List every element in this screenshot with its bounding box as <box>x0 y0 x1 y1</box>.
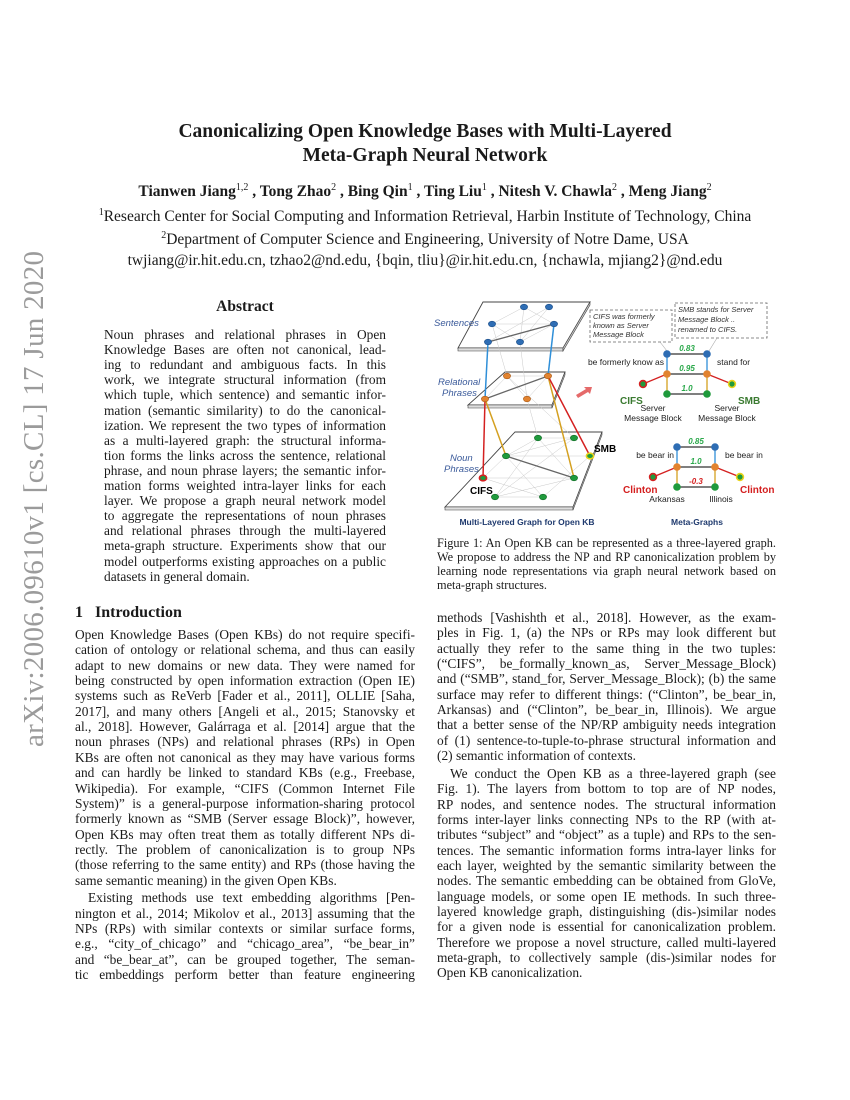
body-text-line: tences. The semantic information forms intra-layer links for <box>437 842 776 858</box>
meta1-weight-top: 0.83 <box>679 344 695 353</box>
body-text-line: that a better sense of the NP/RP ambiguity needs integration <box>437 717 776 733</box>
node-label-smb: SMB <box>594 444 617 455</box>
author <box>348 183 413 200</box>
body-text-line: tributes “subject” and “object” as a tuple) and RPs to the sen- <box>437 827 776 843</box>
meta1-object-right: Server <box>714 403 740 413</box>
note-smb-line: SMB stands for Server <box>678 305 754 314</box>
body-text-line: language models, or some open IE methods. In such three- <box>437 888 776 904</box>
abstract-line: tion forms the links across the sentence, relational <box>104 447 386 463</box>
author-name: Nitesh V. Chawla <box>498 183 613 201</box>
paper-title-line-2: Meta-Graph Neural Network <box>302 145 548 166</box>
author <box>260 183 336 200</box>
abstract-line: Noun phrases and relational phrases in Open <box>104 327 386 342</box>
body-text-line: (2) semantic information of contexts. <box>437 748 636 764</box>
author-name: Ting Liu <box>423 183 482 201</box>
author-affiliation-mark: 1 <box>407 182 413 193</box>
body-text-line: being constructed by open information extraction (Open IE) <box>75 673 415 689</box>
body-text-line: rectly. The problem of canonicalization is to group NPs <box>75 841 415 857</box>
abstract-line: work, we integrate structural information (from <box>104 372 386 388</box>
meta1-relation-left: be formerly know as <box>587 357 664 367</box>
body-text-line: same semantic meaning) in the given Open KBs. <box>75 872 337 888</box>
author-name: Bing Qin <box>347 183 408 201</box>
meta1-weight-mid: 0.95 <box>679 364 695 373</box>
section-heading-introduction <box>75 604 182 622</box>
meta1-object-left: Server <box>640 403 666 413</box>
author-name: Tianwen Jiang <box>138 183 236 201</box>
author-affiliation-mark: 2 <box>706 182 712 193</box>
author-list: Tianwen Jiang$^{1,2}$ , Tong Zhao$^2$ , Bing Qin$^1$ , Ting Liu$^1$ , Nitesh V. Chawla$^2$ , Meng Jiang$^2$ <box>138 182 712 201</box>
layer-label-noun: Noun <box>450 453 473 464</box>
meta2-relation-right: be bear in <box>725 450 763 460</box>
layer-label-relational-2: Phrases <box>442 388 477 399</box>
caption-line: Figure 1: An Open KB can be represented as a three-layered graph. <box>437 536 776 550</box>
meta1-np-right: SMB <box>738 396 761 407</box>
body-text-line: meta-graph, to collectively sample (dis-)similar nodes for <box>437 950 776 966</box>
author-name: Meng Jiang <box>628 183 707 201</box>
abstract-line: mation (semantic similarity) to do the canonical- <box>104 402 386 418</box>
abstract-line: Knowledge Bases are often not canonical, lead- <box>104 342 386 358</box>
body-text-line: actually they refer to the same thing in the two tuples: <box>437 640 776 656</box>
abstract-line: meta-graph structure. Experiments show that our <box>104 538 386 554</box>
body-text-line: Open KB canonicalization. <box>437 965 583 981</box>
body-text-line: layered knowledge graph, distinguishing (dis-)similar nodes <box>437 904 776 920</box>
body-text-line: NPs (RPs) with similar contexts or similar surface forms, <box>75 921 415 937</box>
affiliation-mark: 1 <box>98 207 104 218</box>
figure-1-multi-layered-graph <box>420 295 780 535</box>
section-title: Introduction <box>95 604 182 621</box>
body-text-line: al., 2018]. However, Galárraga et al. [2014] argue that the <box>75 719 415 735</box>
author-name: Tong Zhao <box>259 183 332 201</box>
body-text-line: systems such as ReVerb [Fader et al., 2011], OLLIE [Saha, <box>75 688 415 704</box>
section-number: 1 <box>75 604 83 621</box>
abstract-line: and relational phrases through the multi-layered <box>104 523 386 539</box>
body-text-line: Fig. 1). The layers from bottom to top are of NP nodes, <box>437 781 776 797</box>
body-text-line: Open KBs may often treat them as totally different NPs di- <box>75 826 415 842</box>
meta1-weight-bottom: 1.0 <box>681 384 693 393</box>
body-text-line: System)” is a general-purpose information-sharing protocol <box>75 795 415 811</box>
body-text-line: noun phrases (NPs) and relational phrases (RPs) in Open <box>75 734 415 750</box>
author <box>138 183 248 200</box>
meta2-object-left: Arkansas <box>649 494 685 504</box>
figure-subtitle-left: Multi-Layered Graph for Open KB <box>459 517 595 527</box>
layer-label-noun-2: Phrases <box>444 464 479 475</box>
author-affiliation-mark: 2 <box>331 182 337 193</box>
body-text-line: (“CIFS”, be_formally_known_as, Server_Message_Block) <box>437 656 776 672</box>
abstract-line: mation forms weighted intra-layer links for each <box>104 478 386 493</box>
meta2-relation-left: be bear in <box>636 450 674 460</box>
abstract-line: to aggregate the representations of noun phrases <box>104 508 386 524</box>
body-text-line: adapt to new domains or new data. They were named for <box>75 657 415 673</box>
arxiv-identifier-stamp: arXiv:2006.09610v1 [cs.CL] 17 Jun 2020 <box>18 250 50 747</box>
author <box>629 183 712 200</box>
body-text-line: nington et al., 2014; Mikolov et al., 2013] assuming that the <box>75 905 415 921</box>
body-text-line: and can hardly be linked to standard KBs (e.g., Freebase, <box>75 765 415 781</box>
note-cifs-line: known as Server <box>593 321 649 330</box>
note-cifs-line: CIFS was formerly <box>593 312 655 321</box>
abstract-line: layer. We propose a graph neural network model <box>104 493 386 509</box>
caption-line: learning node representations via graph neural network based on <box>437 564 776 578</box>
body-text-line: Wikipedia). For example, “CIFS (Common Internet File <box>75 780 415 796</box>
abstract-heading: Abstract <box>216 298 274 315</box>
body-text-line: ples in Fig. 1, (a) the NPs or RPs may look different but <box>437 625 776 641</box>
body-text-line: We conduct the Open KB as a three-layered graph (see <box>450 765 776 781</box>
meta1-np-left: CIFS <box>620 396 643 407</box>
body-text-line: 2017], and many others [Angeli et al., 2015; Stanovsky et <box>75 703 415 719</box>
figure-subtitle-right: Meta-Graphs <box>671 517 723 527</box>
body-text-line: Existing methods use text embedding algorithms [Pen- <box>88 890 415 906</box>
body-text-line: formerly known as “SMB (Server essage Block)”, however, <box>75 811 415 827</box>
layer-label-sentences: Sentences <box>434 318 479 329</box>
meta2-weight-top: 0.85 <box>688 437 704 446</box>
meta1-object-right-2: Message Block <box>698 413 756 423</box>
affiliation-text: Research Center for Social Computing and Information Retrieval, Harbin Institute of Technology, China <box>103 208 752 226</box>
note-cifs-line: Message Block <box>593 330 644 339</box>
body-text-line: Open Knowledge Bases (Open KBs) do not require specifi- <box>75 627 415 642</box>
caption-line: We propose to address the NP and RP canonicalization problem by <box>437 550 776 564</box>
body-text-line: RP nodes, and sentence nodes. The structural information <box>437 796 776 812</box>
body-text-line: for a given node is essential for canonicalization problem. <box>437 919 776 935</box>
abstract-line: phrase, and noun phrase layers; the semantic infor- <box>104 462 386 478</box>
author <box>424 183 487 200</box>
body-text-line: (those referring to the same entity) and RPs (those having the <box>75 857 415 873</box>
body-text-line: and “be_bear_at”, can be grouped together, The seman- <box>75 951 415 967</box>
meta2-object-right: Illinois <box>709 494 733 504</box>
body-text-line: forms inter-layer links connecting NPs to the RP (with at- <box>437 811 776 827</box>
abstract-line: model outperforms existing approaches on a public <box>104 553 386 569</box>
body-text-line: Arkansas) and (“Clinton”, be_bear_in, Illinois). We argue <box>437 702 776 718</box>
abstract-line: ing to redundant and ambiguous facts. In this <box>104 357 386 373</box>
node-label-cifs: CIFS <box>470 486 493 497</box>
author-affiliation-mark: 1,2 <box>235 182 249 193</box>
abstract-line: which tuple, which sentence) and semantic infor- <box>104 387 386 403</box>
author-emails: twjiang@ir.hit.edu.cn, tzhao2@nd.edu, {bqin, tliu}@ir.hit.edu.cn, {nchawla, mjiang2}@nd.edu <box>127 252 723 269</box>
body-text-line: Therefore we propose a novel structure, called multi-layered <box>437 934 776 950</box>
body-text-line: methods [Vashishth et al., 2018]. However, as the exam- <box>437 610 776 625</box>
body-text-line: of (1) sentence-to-tuple-to-phrase structural information and <box>437 732 776 748</box>
arrow-icon <box>576 387 592 398</box>
meta2-np-right: Clinton <box>740 485 775 496</box>
meta2-weight-bottom: -0.3 <box>689 477 703 486</box>
author <box>498 183 617 200</box>
author-affiliation-mark: 1 <box>481 182 487 193</box>
abstract-line: ization. We represent the two types of information <box>104 417 386 433</box>
body-text-line: surface may refer to different things: (“Clinton”, be_bear_in, <box>437 686 776 702</box>
paper-title-line-1: Canonicalizing Open Knowledge Bases with Multi-Layered <box>178 121 672 142</box>
meta2-np-left: Clinton <box>623 485 658 496</box>
affiliation-1 <box>0 207 850 226</box>
abstract-line: as a multi-layered graph: the structural informa- <box>104 432 386 448</box>
caption-line: meta-graph structures. <box>437 578 547 592</box>
meta2-weight-mid: 1.0 <box>690 457 702 466</box>
meta1-object-left-2: Message Block <box>624 413 682 423</box>
abstract-line: datasets in general domain. <box>104 568 250 584</box>
body-text-line: each layer, weighted by the semantic similarity between the <box>437 858 776 873</box>
affiliation-mark: 2 <box>161 230 167 241</box>
affiliation-text: Department of Computer Science and Engineering, University of Notre Dame, USA <box>166 231 689 249</box>
body-text-line: e.g., “city_of_chicago” and “chicago_area”, “be_bear_in” <box>75 936 415 952</box>
body-text-line: KBs are often not canonical as they may have various forms <box>75 749 415 765</box>
author-affiliation-mark: 2 <box>612 182 618 193</box>
body-text-line: tic embeddings perform better than feature engineering <box>75 967 415 983</box>
note-smb-line: Message Block .. <box>678 315 736 324</box>
meta1-relation-right: stand for <box>717 357 751 367</box>
body-text-line: nodes. The semantic embedding can be obtained from GloVe, <box>437 873 776 889</box>
affiliation-2 <box>0 230 850 249</box>
layer-label-relational: Relational <box>438 377 481 388</box>
note-smb-line: renamed to CIFS. <box>678 325 738 334</box>
body-text-line: and (“SMB”, stand_for, Server_Message_Block); (b) the same <box>437 671 776 687</box>
body-text-line: cation of ontology or relational schema, and thus can easily <box>75 642 415 658</box>
